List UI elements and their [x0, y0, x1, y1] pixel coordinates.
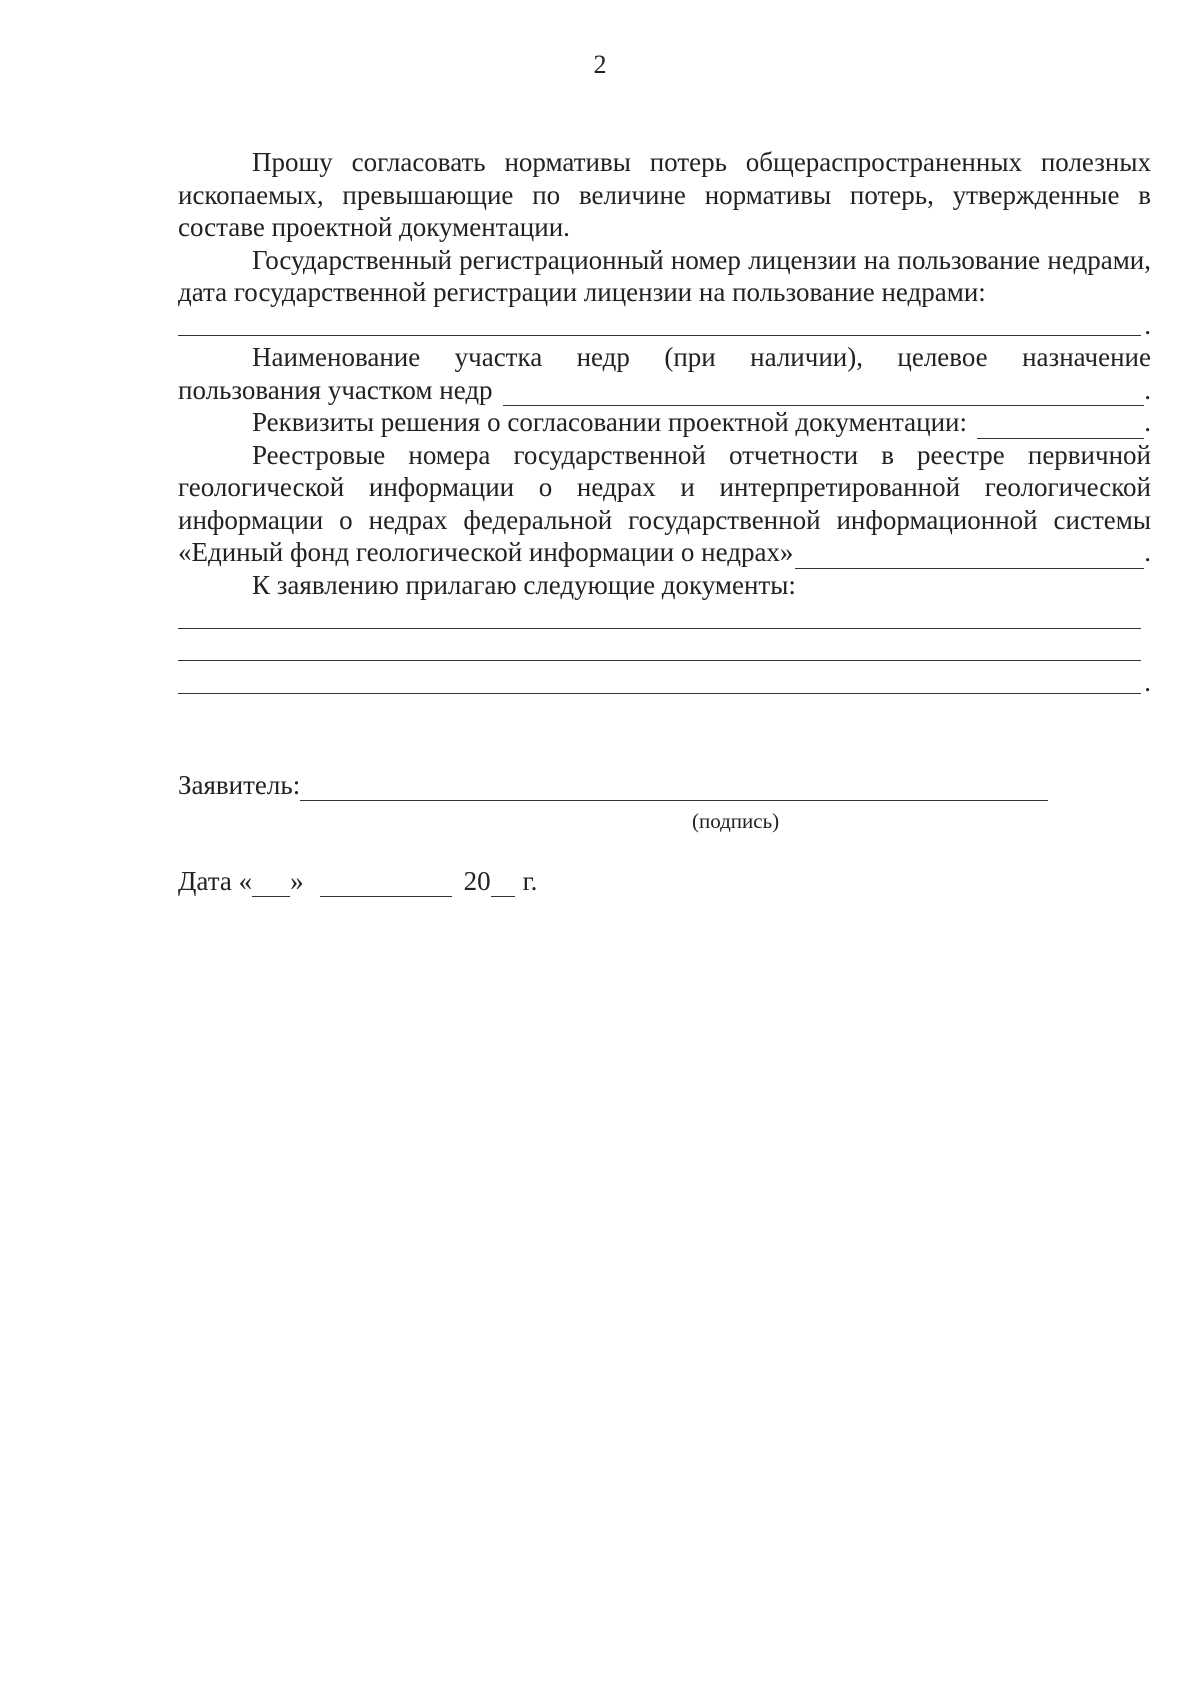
blank-line — [178, 693, 1141, 694]
applicant-signature-field[interactable] — [300, 774, 1048, 801]
month-field[interactable] — [320, 872, 452, 897]
date-quote-close: » — [290, 866, 304, 896]
date-label: Дата « — [178, 866, 253, 896]
registry-label: «Единый фонд геологической информации о недрах» — [178, 537, 794, 567]
site-purpose-line — [178, 374, 1151, 407]
year-suffix: г. — [522, 866, 538, 896]
site-purpose-label: пользования участком недр — [178, 374, 493, 405]
attachments-label: К заявлению прилагаю следующие документы: — [252, 569, 796, 600]
site-purpose-field[interactable] — [503, 381, 1145, 406]
blank-line — [178, 335, 1141, 336]
license-number-field[interactable] — [178, 309, 1151, 342]
application-body — [178, 146, 1151, 699]
period: . — [1144, 309, 1151, 340]
blank-line — [178, 628, 1141, 629]
applicant-label: Заявитель: — [178, 770, 301, 800]
attachment-field-1[interactable] — [178, 601, 1151, 634]
blank-line — [178, 660, 1141, 661]
decision-label: Реквизиты решения о согласовании проектной документации: — [252, 407, 968, 437]
period: . — [1144, 407, 1151, 437]
page-number: 2 — [593, 50, 607, 79]
request-paragraph: Прошу согласовать нормативы потерь общераспространенных полезных ископаемых, превышающие по величине нормативы потерь, утвержденные в составе проектной документации. — [178, 147, 1151, 242]
period: . — [1144, 374, 1151, 405]
signature-hint: (подпись) — [692, 809, 780, 833]
registry-field[interactable] — [795, 544, 1144, 569]
license-paragraph: Государственный регистрационный номер лицензии на пользование недрами, дата государственной регистрации лицензии на пользование недрами: — [178, 244, 1151, 307]
decision-field[interactable] — [977, 414, 1144, 439]
year-field[interactable] — [491, 872, 515, 897]
site-name-paragraph: Наименование участка недр (при наличии), целевое назначение — [252, 342, 1151, 372]
registry-line — [178, 536, 1151, 569]
date-row — [178, 866, 537, 897]
attachment-field-2[interactable] — [178, 634, 1151, 667]
period: . — [1144, 667, 1151, 697]
attachment-field-3[interactable] — [178, 666, 1151, 699]
registry-paragraph: Реестровые номера государственной отчетности в реестре первичной геологической информации о недрах и интерпретированной геологической информации о недрах федеральной государственной информационной системы — [178, 439, 1151, 535]
period: . — [1144, 537, 1151, 567]
applicant-signature-row — [178, 770, 1048, 801]
year-prefix: 20 — [463, 866, 491, 896]
decision-line — [178, 406, 1151, 439]
day-field[interactable] — [252, 872, 290, 897]
